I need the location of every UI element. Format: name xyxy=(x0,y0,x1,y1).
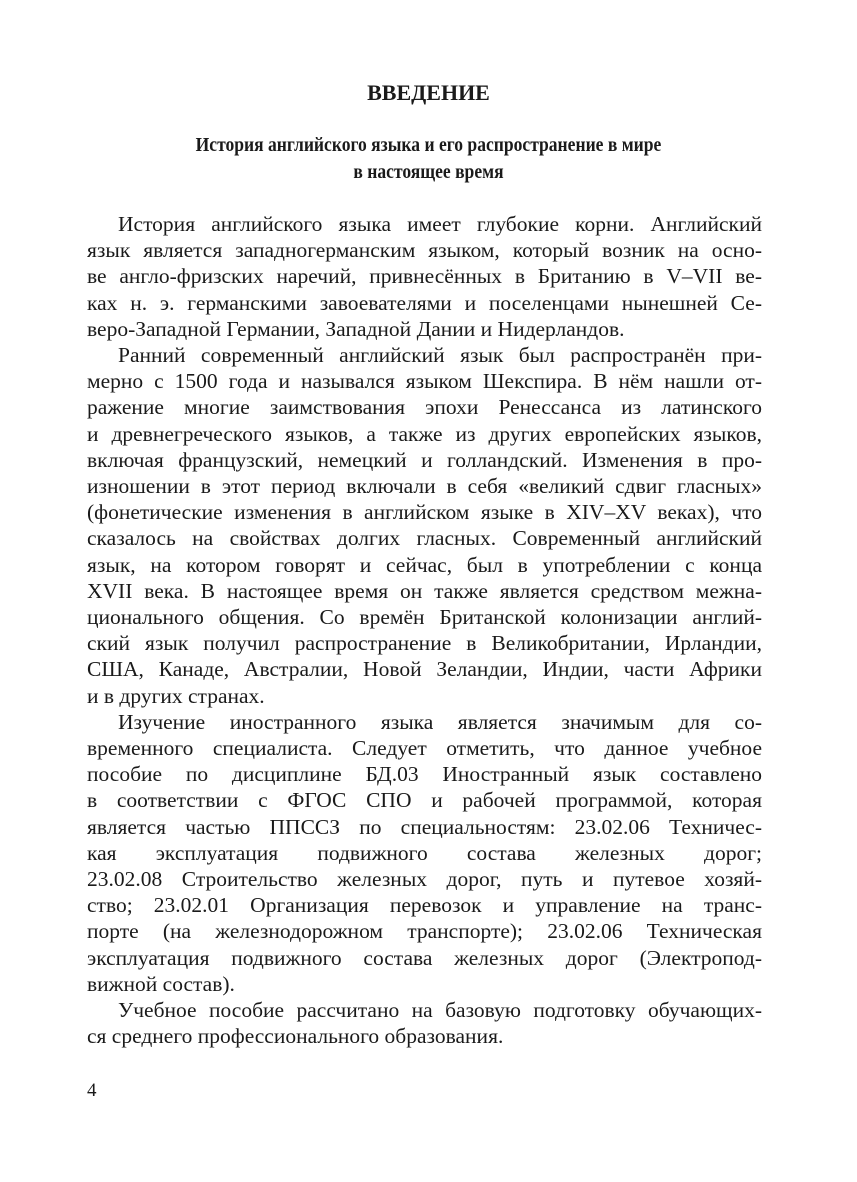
text-line: мерно с 1500 года и назывался языком Шекспира. В нём нашли от- xyxy=(87,369,762,394)
text-line: ство; 23.02.01 Организация перевозок и управление на транс- xyxy=(87,893,762,918)
body-text xyxy=(87,211,762,1050)
page-number: 4 xyxy=(87,1080,97,1101)
text-line: США, Канаде, Австралии, Новой Зеландии, Индии, части Африки xyxy=(87,657,762,682)
section-subtitle xyxy=(0,132,857,186)
text-line: ский язык получил распространение в Великобритании, Ирландии, xyxy=(87,631,762,656)
text-line: Учебное пособие рассчитано на базовую подготовку обучающих- xyxy=(118,998,762,1023)
text-line: и древнегреческого языков, а также из других европейских языков, xyxy=(87,421,762,446)
text-line: XVII века. В настоящее время он также является средством межна- xyxy=(87,578,762,603)
paragraph xyxy=(87,709,762,997)
text-line: эксплуатация подвижного состава железных дорог (Электропод- xyxy=(87,945,762,970)
text-line: язык является западногерманским языком, который возник на осно- xyxy=(87,238,762,263)
paragraph xyxy=(87,211,762,342)
text-line: вижной состав). xyxy=(87,971,235,996)
text-line: в соответствии с ФГОС СПО и рабочей программой, которая xyxy=(87,788,762,813)
chapter-title: ВВЕДЕНИЕ xyxy=(367,80,490,105)
text-line: кая эксплуатация подвижного состава железных дорог; xyxy=(87,840,762,865)
subtitle-line: История английского языка и его распространение в мире xyxy=(195,135,662,156)
text-line: и в других странах. xyxy=(87,683,265,708)
text-line: Изучение иностранного языка является значимым для со- xyxy=(118,709,762,734)
text-line: ся среднего профессионального образования. xyxy=(87,1024,504,1049)
subtitle-line: в настоящее время xyxy=(353,162,504,183)
text-line: Ранний современный английский язык был распространён при- xyxy=(118,343,762,368)
text-line: является частью ППССЗ по специальностям: 23.02.06 Техничес- xyxy=(87,814,762,839)
text-line: ционального общения. Со времён Британской колонизации англий- xyxy=(87,605,762,630)
text-line: веро-Западной Германии, Западной Дании и Нидерландов. xyxy=(87,316,625,341)
text-line: язык, на котором говорят и сейчас, был в употреблении с конца xyxy=(87,552,762,577)
text-line: изношении в этот период включали в себя «великий сдвиг гласных» xyxy=(87,474,762,499)
text-line: пособие по дисциплине БД.03 Иностранный язык составлено xyxy=(87,762,762,787)
text-line: временного специалиста. Следует отметить, что данное учебное xyxy=(87,736,762,761)
text-line: сказалось на свойствах долгих гласных. Современный английский xyxy=(87,526,762,551)
paragraph xyxy=(87,342,762,709)
text-line: порте (на железнодорожном транспорте); 23.02.06 Техническая xyxy=(87,919,762,944)
text-line: История английского языка имеет глубокие корни. Английский xyxy=(118,212,762,236)
text-line: ражение многие заимствования эпохи Ренессанса из латинского xyxy=(87,395,762,420)
text-line: ках н. э. германскими завоевателями и поселенцами нынешней Се- xyxy=(87,290,762,315)
text-line: ве англо-фризских наречий, привнесённых в Британию в V–VII ве- xyxy=(87,264,762,289)
paragraph xyxy=(87,997,762,1049)
text-line: 23.02.08 Строительство железных дорог, путь и путевое хозяй- xyxy=(87,867,762,892)
text-line: включая французский, немецкий и голландский. Изменения в про- xyxy=(87,447,762,472)
text-line: (фонетические изменения в английском языке в XIV–XV веках), что xyxy=(87,500,762,525)
